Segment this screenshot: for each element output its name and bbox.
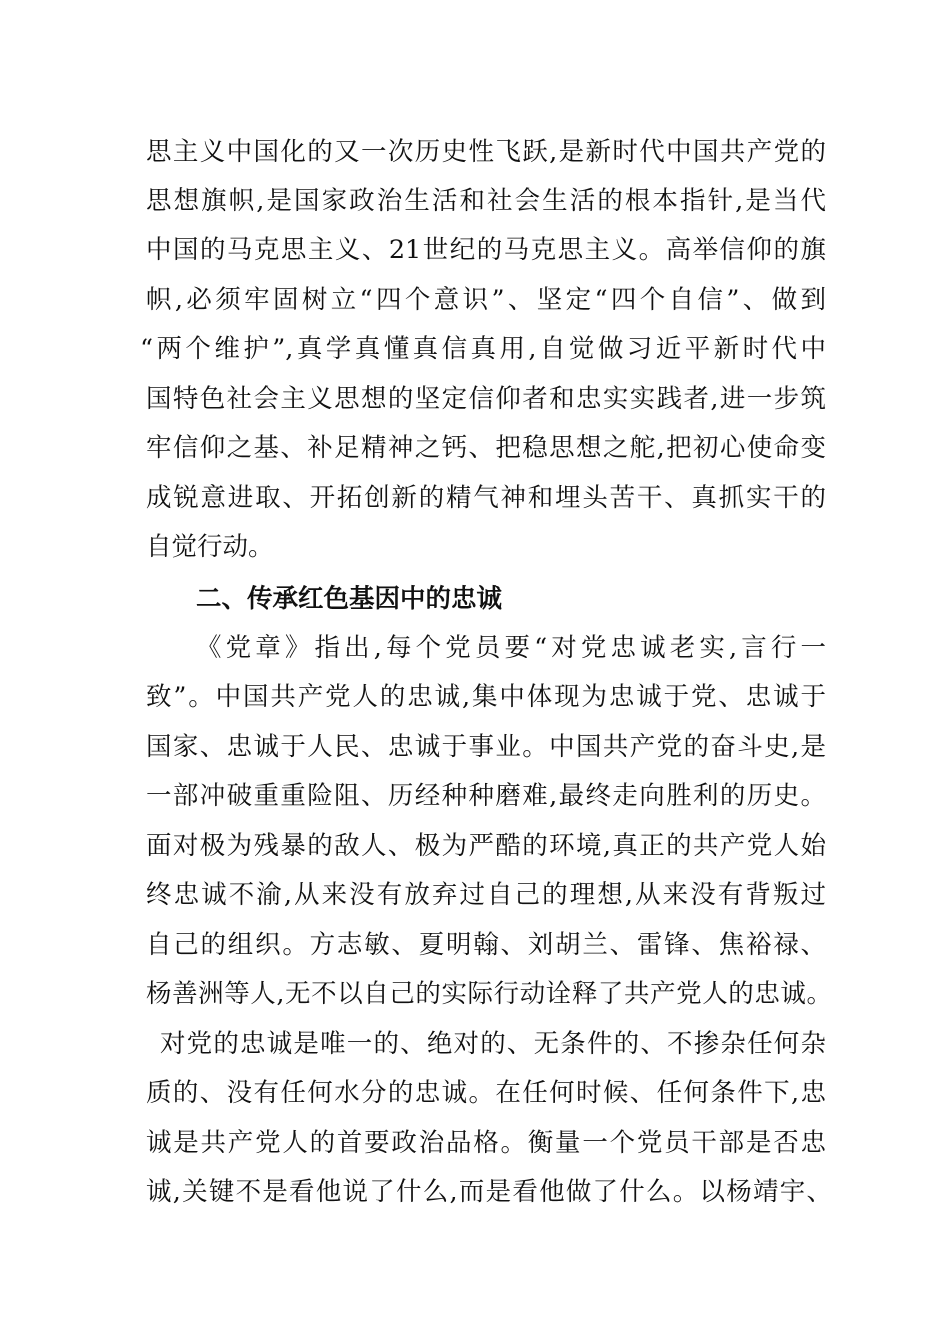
body-line: 终忠诚不渝,从来没有放弃过自己的理想,从来没有背叛过 xyxy=(146,880,826,910)
body-line: 自觉行动。 xyxy=(146,532,274,562)
body-line: 国家、忠诚于人民、忠诚于事业。中国共产党的奋斗史,是 xyxy=(146,732,826,762)
body-line: 帜,必须牢固树立“四个意识”、坚定“四个自信”、做到 xyxy=(146,285,826,315)
body-line: 《党章》指出,每个党员要“对党忠诚老实,言行一 xyxy=(196,633,826,663)
body-line: “两个维护”,真学真懂真信真用,自觉做习近平新时代中 xyxy=(140,334,826,364)
body-line: 国特色社会主义思想的坚定信仰者和忠实实践者,进一步筑 xyxy=(146,384,826,414)
body-line: 质的、没有任何水分的忠诚。在任何时候、任何条件下,忠 xyxy=(146,1078,826,1108)
body-line: 成锐意进取、开拓创新的精气神和埋头苦干、真抓实干的 xyxy=(146,483,826,513)
body-line: 杨善洲等人,无不以自己的实际行动诠释了共产党人的忠诚。 xyxy=(146,979,832,1009)
body-line: 诚是共产党人的首要政治品格。衡量一个党员干部是否忠 xyxy=(146,1128,826,1158)
section-heading: 二、传承红色基因中的忠诚 xyxy=(196,584,503,614)
body-line: 中国的马克思主义、21世纪的马克思主义。高举信仰的旗 xyxy=(146,235,826,265)
body-line: 思主义中国化的又一次历史性飞跃,是新时代中国共产党的 xyxy=(146,137,826,167)
body-line: 自己的组织。方志敏、夏明翰、刘胡兰、雷锋、焦裕禄、 xyxy=(146,930,826,960)
body-line: 诚,关键不是看他说了什么,而是看他做了什么。以杨靖宇、 xyxy=(146,1177,832,1207)
body-line: 牢信仰之基、补足精神之钙、把稳思想之舵,把初心使命变 xyxy=(146,433,826,463)
body-line: 对党的忠诚是唯一的、绝对的、无条件的、不掺杂任何杂 xyxy=(160,1029,826,1059)
body-line: 一部冲破重重险阻、历经种种磨难,最终走向胜利的历史。 xyxy=(146,781,826,811)
body-line: 面对极为残暴的敌人、极为严酷的环境,真正的共产党人始 xyxy=(146,831,826,861)
body-line: 思想旗帜,是国家政治生活和社会生活的根本指针,是当代 xyxy=(146,186,826,216)
body-line: 致”。中国共产党人的忠诚,集中体现为忠诚于党、忠诚于 xyxy=(146,682,826,712)
